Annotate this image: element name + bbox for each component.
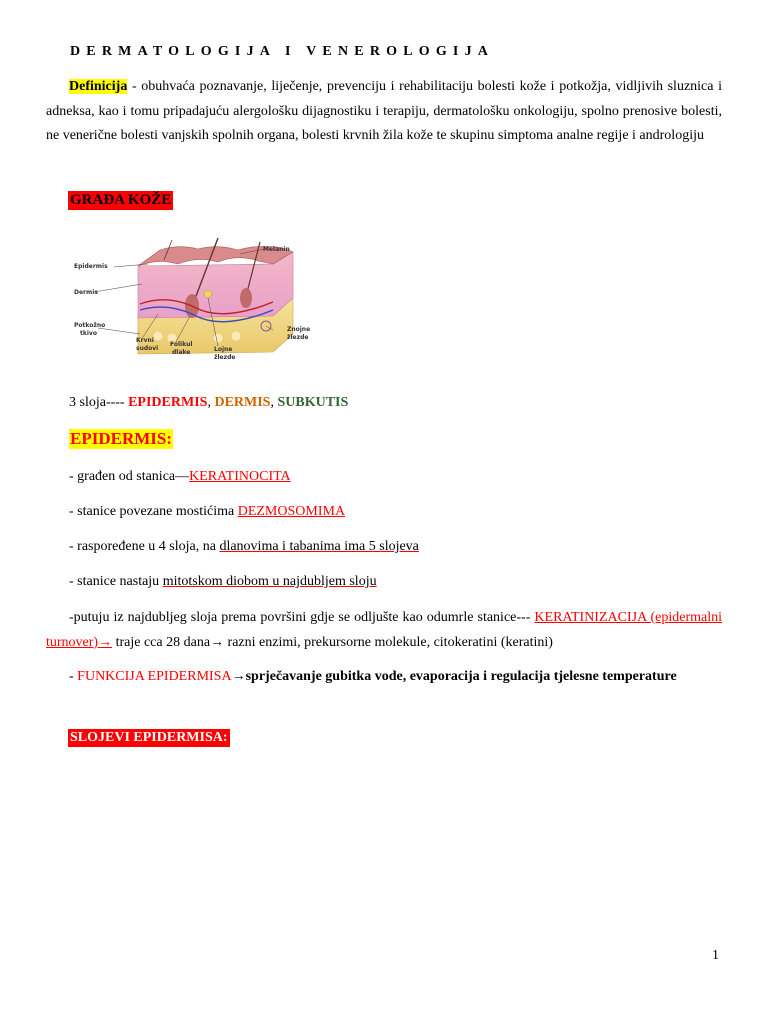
bullet-layers: - raspoređene u 4 sloja, na dlanovima i tabanima ima 5 slojeva — [69, 539, 419, 554]
term-keratinizacija: KERATINIZACIJA (epidermalni turnover) — [46, 610, 722, 650]
label-subcutaneous: Potkožno — [74, 322, 106, 329]
term-dezmosomima: DEZMOSOMIMA — [237, 504, 346, 519]
layer-subkutis: SUBKUTIS — [277, 395, 349, 410]
layers-prefix: 3 sloja---- — [69, 395, 129, 410]
turnover-paragraph: -putuju iz najdubljeg sloja prema površini gdje se odljušte kao odumrle stanice--- KERATINIZACIJA (epidermalni turnover)→ traje cca 28 dana→ razni enzimi, prekursorne molekule, citokeratini (keratini) — [46, 610, 722, 650]
heading-epidermis: EPIDERMIS: — [70, 429, 173, 448]
arrow-icon: → — [210, 634, 225, 650]
label-tissue: tkivo — [80, 330, 97, 337]
term-keratinocita: KERATINOCITA — [189, 469, 291, 484]
label-sweat-glands: žlezde — [287, 334, 309, 341]
label-epidermis: Epidermis — [74, 263, 108, 270]
bullet-desmosomes: - stanice povezane mostićima DEZMOSOMIMA — [69, 504, 346, 519]
term-palms-soles: dlanovima i tabanima ima 5 slojeva — [219, 539, 419, 554]
label-vessels: sudovi — [136, 345, 159, 352]
term-mitosis: mitotskom diobom u najdubljem sloju — [162, 574, 377, 589]
label-sweat: Znojne — [287, 326, 311, 333]
layer-epidermis: EPIDERMIS — [128, 395, 208, 410]
definition-text: - obuhvaća poznavanje, liječenje, prevenciju i rehabilitaciju bolesti kože i potkožja, vidljivih sluznica i adneksa, kao i tomu pripadajuću alergološku dijagnostiku i terapiju, dermatološku onkologiju, spolno prenosive bolesti, ne venerične bolesti vanjskih spolnih organa, bolesti krvnih žila kože te skupinu simptoma analne regije i andrologiju — [46, 79, 722, 143]
label-sebaceous-glands: žlezde — [214, 354, 236, 361]
definition-label: Definicija — [69, 79, 128, 94]
function-paragraph: - FUNKCIJA EPIDERMISA→sprječavanje gubitka vode, evaporacija i regulacija tjelesne temperature — [69, 669, 677, 684]
bullet-mitosis: - stanice nastaju mitotskom diobom u najdubljem sloju — [69, 574, 377, 589]
label-blood-vessels: Krvni — [136, 337, 154, 344]
document-title: DERMATOLOGIJA I VENEROLOGIJA — [70, 44, 495, 59]
layer-dermis: DERMIS — [214, 395, 271, 410]
function-text: sprječavanje gubitka vode, evaporacija i regulacija tjelesne temperature — [245, 669, 677, 684]
arrow-icon: → — [231, 669, 246, 684]
label-dermis: Dermis — [74, 289, 98, 296]
function-label: FUNKCIJA EPIDERMISA — [77, 669, 232, 684]
heading-epidermis-layers: SLOJEVI EPIDERMISA: — [70, 730, 228, 745]
sebaceous-gland — [204, 290, 212, 298]
label-sebaceous: Lojne — [214, 346, 233, 353]
label-follicle: Folikul — [170, 341, 193, 348]
bullet-keratinocytes: - građen od stanica—KERATINOCITA — [69, 469, 291, 484]
heading-skin-structure: GRAĐA KOŽE — [70, 192, 172, 208]
page-number: 1 — [712, 948, 719, 963]
label-hair: dlake — [172, 349, 191, 356]
skin-structure-figure — [68, 234, 318, 372]
label-melanin: Melanin — [263, 246, 290, 253]
skin-layers-line: 3 sloja---- EPIDERMIS, DERMIS, SUBKUTIS — [69, 395, 349, 410]
definition-paragraph — [46, 75, 722, 149]
arrow-icon: → — [98, 634, 113, 650]
hair-follicle — [240, 288, 252, 308]
